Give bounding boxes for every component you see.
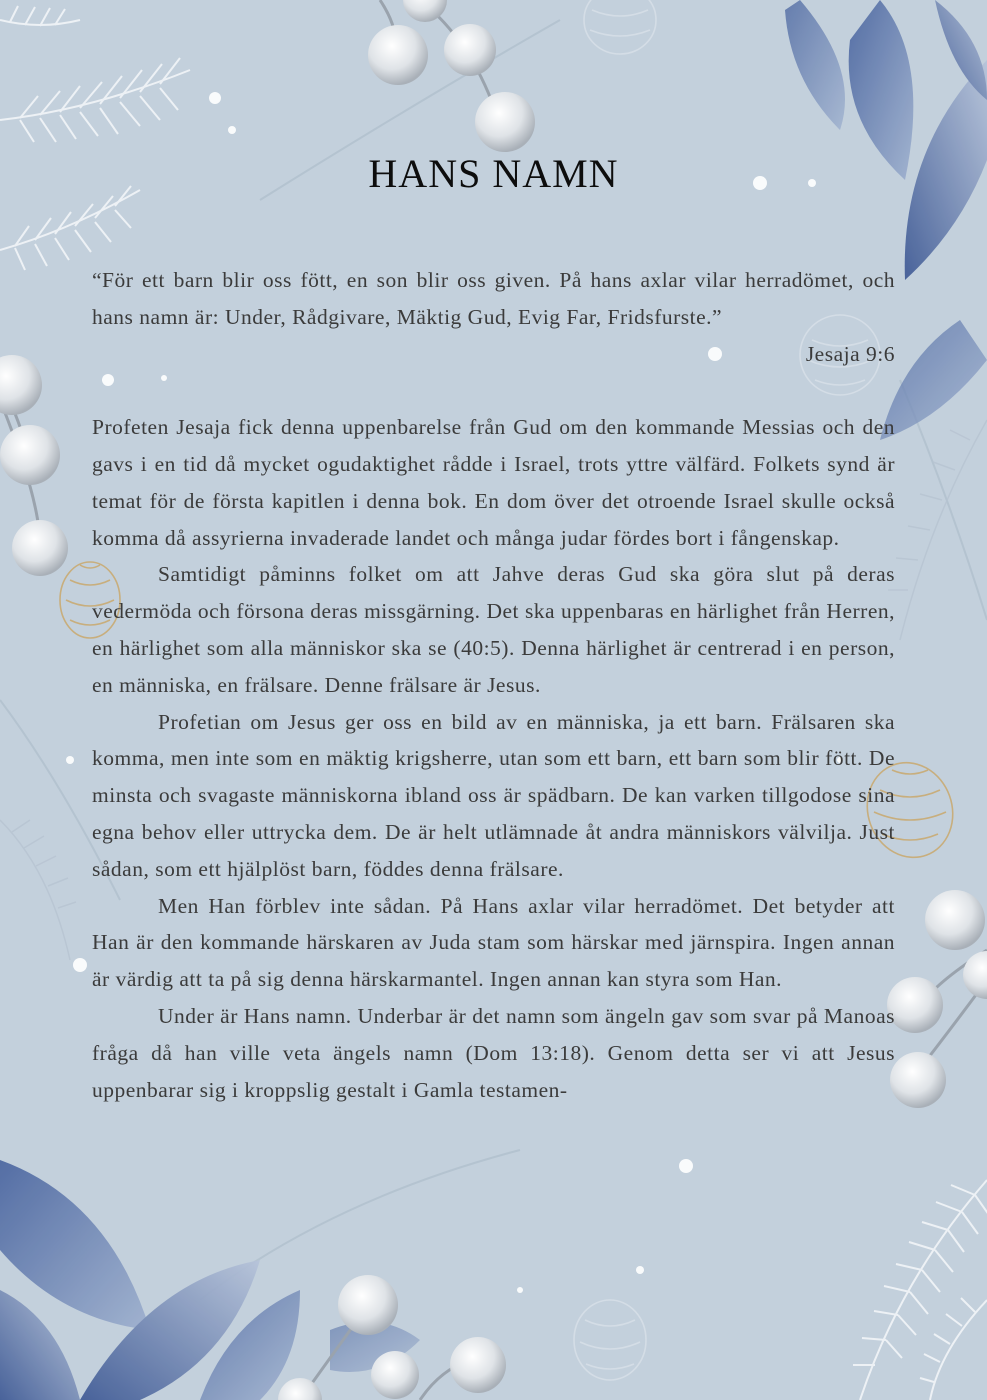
paragraph-4: Men Han förblev inte sådan. På Hans axlar vilar herradömet. Det betyder att Han är den kommande härskaren av Juda stam som härskar med järnspira. Ingen annan är värdig att ta på sig denna härskarmantel. Ingen annan kan styra som Han. <box>92 893 895 992</box>
scripture-quote: “För ett barn blir oss fött, en son blir oss given. På hans axlar vilar herradömet, och hans namn är: Under, Rådgivare, Mäktig Gud, Evig Far, Fridsfurste.” <box>92 268 895 329</box>
body-text <box>92 262 895 1108</box>
scripture-reference: Jesaja 9:6 <box>805 341 895 366</box>
spacer <box>92 372 895 409</box>
paragraph-2: Samtidigt påminns folket om att Jahve deras Gud ska göra slut på deras vedermöda och försona deras missgärning. Det ska uppenbaras en härlighet från Herren, en härlighet som alla människor ska se (40:5). Denna härlighet är centrerad i en person, en människa, en frälsare. Denne frälsare är Jesus. <box>92 562 895 697</box>
page-title: HANS NAMN <box>368 151 619 196</box>
paragraph-3: Profetian om Jesus ger oss en bild av en människa, ja ett barn. Frälsaren ska komma, men inte som en mäktig krigsherre, utan som ett barn, ett barn som blir fött. De minsta och svagaste människorna ibland oss är spädbarn. De kan varken tillgodose sina egna behov eller uttrycka dem. De är helt utlämnade åt andra människors välvilja. Just sådan, som ett hjälplöst barn, föddes denna frälsare. <box>92 709 895 881</box>
paragraph-5: Under är Hans namn. Underbar är det namn som ängeln gav som svar på Manoas fråga då han ville veta ängels namn (Dom 13:18). Genom detta ser vi att Jesus uppenbarar sig i kroppslig gestalt i Gamla testamen- <box>92 1003 895 1102</box>
paragraph-1: Profeten Jesaja fick denna uppenbarelse från Gud om den kommande Messias och den gavs i en tid då mycket ogudaktighet rådde i Israel, trots yttre välfärd. Folkets synd är temat för de första kapitlen i denna bok. En dom över det otroende Israel skulle också komma då assyrierna invaderade landet och många judar fördes bort i fångenskap. <box>92 415 895 550</box>
